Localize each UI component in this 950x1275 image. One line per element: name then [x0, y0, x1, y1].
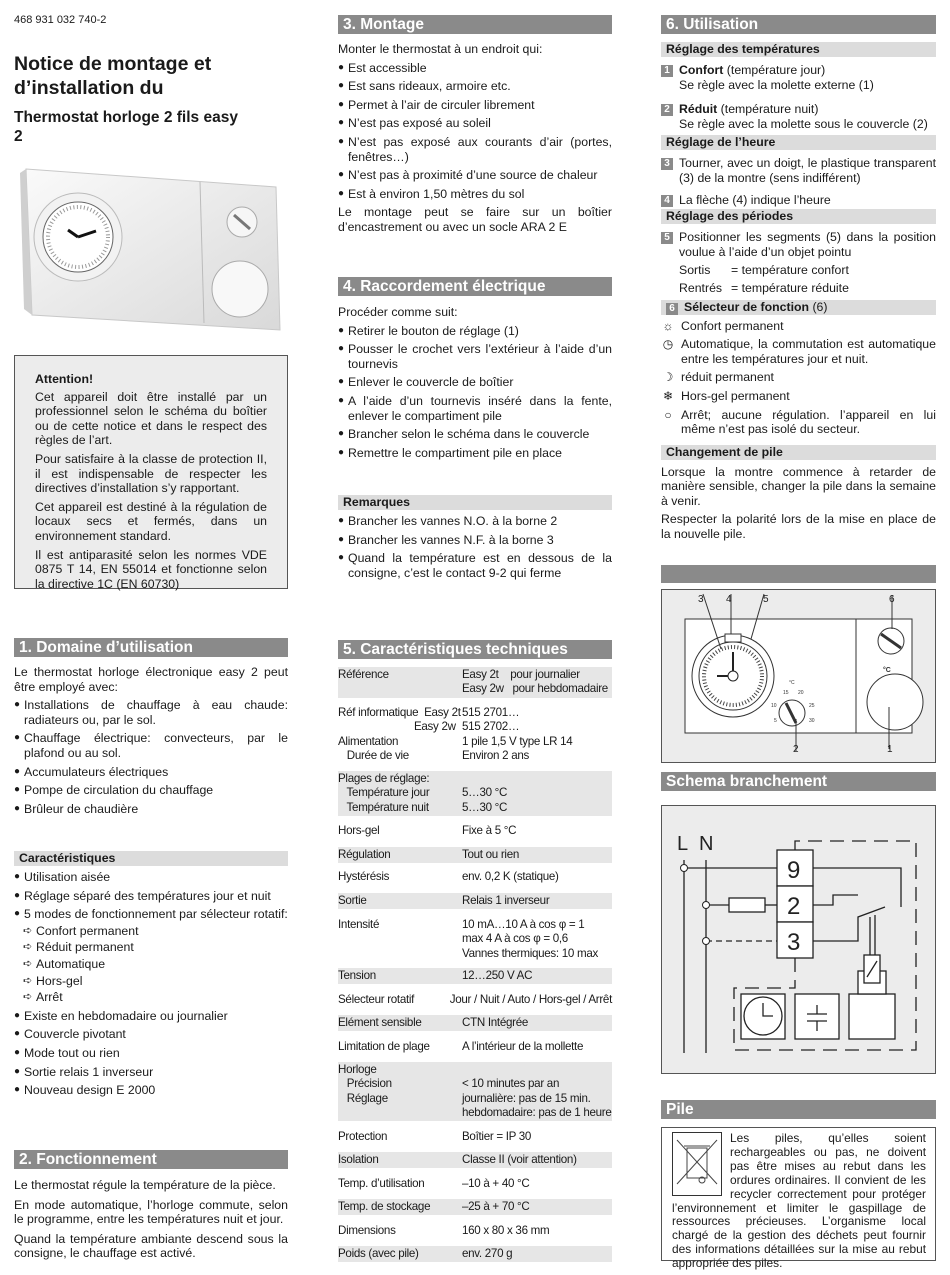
spec-value: 5…30 °C — [462, 800, 508, 814]
spec-value: env. 0,2 K (statique) — [462, 870, 559, 883]
attention-heading: Attention! — [35, 372, 94, 386]
section-heading: Pile — [661, 1100, 936, 1119]
list-item: ● Est accessible — [338, 61, 612, 76]
list-item: ● Installations de chauffage à eau chaude: radiateurs ou, par le sol. — [14, 698, 288, 727]
mode-item — [661, 337, 936, 366]
spec-value: CTN Intégrée — [462, 1016, 528, 1029]
step-number: 4 — [661, 195, 673, 207]
list-item: ➪ Hors-gel — [14, 974, 288, 989]
step-text: Se règle avec la molette externe (1) — [679, 77, 874, 92]
spec-label: Easy 2w — [338, 720, 456, 734]
spec-label: Hystérésis — [338, 870, 390, 883]
spec-label — [338, 682, 462, 696]
rentres-value: = température réduite — [731, 280, 849, 295]
step-3 — [661, 156, 936, 185]
section-heading: 3. Montage — [338, 15, 612, 34]
montage-list — [338, 61, 612, 202]
spec-value: Classe II (voir attention) — [462, 1153, 577, 1166]
section-utilisation — [661, 15, 936, 542]
mode-item — [661, 319, 936, 334]
function-modes-list — [661, 319, 936, 437]
sortis-value: = température confort — [731, 263, 849, 278]
section-heading: 1. Domaine d’utilisation — [14, 638, 288, 657]
callout-label: 5 — [763, 594, 769, 605]
sun-icon: ☼ — [662, 318, 674, 333]
spec-label: Limitation de plage — [338, 1040, 430, 1053]
list-item: ● 5 modes de fonctionnement par sélecteur rotatif: — [14, 907, 288, 922]
list-item: ● Est à environ 1,50 mètres du sol — [338, 187, 612, 202]
spec-value: Relais 1 inverseur — [462, 894, 550, 907]
subsection-heading: Réglage de l’heure — [661, 135, 936, 150]
spec-label: Température nuit — [338, 800, 429, 814]
dial-label: 20 — [798, 690, 804, 696]
spec-label: Température jour — [338, 786, 430, 800]
spec-value: Tout ou rien — [462, 848, 519, 861]
list-item: ● Enlever le couvercle de boîtier — [338, 375, 612, 390]
list-item: ➪ Confort permanent — [14, 924, 288, 939]
callout-label: 4 — [726, 594, 732, 605]
spec-label: Réglage — [338, 1091, 388, 1105]
mode-item — [661, 389, 936, 404]
usage-list — [14, 698, 288, 816]
section-caracteristiques — [14, 851, 288, 1098]
step-label: Réduit — [679, 102, 718, 117]
step-text: Positionner les segments (5) dans la position voulue à l’aide d’un objet pointu — [679, 230, 936, 259]
spec-label: Intensité — [338, 918, 380, 931]
spec-value: 515 2701… — [462, 706, 520, 719]
paragraph: Le thermostat régule la température de la pièce. — [14, 1178, 276, 1192]
spec-label: Plages de réglage: — [338, 772, 430, 785]
mode-item — [661, 370, 936, 385]
section-heading: 5. Caractéristiques techniques — [338, 640, 612, 659]
section-heading: 2. Fonctionnement — [14, 1150, 288, 1169]
dial-unit: °C — [883, 667, 891, 674]
spec-row — [338, 667, 612, 698]
diagram-header-bar — [661, 565, 936, 583]
spec-label: Durée de vie — [338, 748, 409, 762]
mode-text: Automatique, la commutation est automatique entre les températures jour et nuit. — [681, 337, 936, 366]
step-text: Se règle avec la molette sous le couvercle (2) — [679, 116, 928, 131]
spec-row — [338, 1223, 612, 1239]
list-item: ● Pousser le crochet vers l’extérieur à l’aide d’un tournevis — [338, 342, 612, 371]
section-fonctionnement — [14, 1150, 288, 1261]
pile-text: Les piles, qu’elles soient rechargeables ou pas, ne doivent pas être mises au rebut dans les ordures ordinaires. Il convient de les recycler correctement pour protéger l’environnement et limiter le gaspillage de ressources précieuses. L’organisme local chargé de la gestion des déchets peut fournir des informations détaillées sur la mise au rebut appropriée des piles. — [672, 1131, 926, 1271]
paragraph: En mode automatique, l’horloge commute, selon le programme, entre les températures nuit et jour. — [14, 1197, 288, 1227]
list-item: ● Brûleur de chaudière — [14, 802, 288, 817]
spec-label: Elément sensible — [338, 1016, 422, 1029]
spec-label — [338, 1106, 462, 1120]
section-remarques — [338, 495, 612, 580]
terminal-label: 9 — [787, 857, 801, 884]
spec-value: max 4 A à cos φ = 0,6 — [462, 932, 568, 946]
spec-value: Boîtier = IP 30 — [462, 1130, 532, 1143]
step-text: La flèche (4) indique l’heure — [679, 192, 831, 207]
spec-value: Easy 2t pour journalier — [462, 668, 580, 681]
list-item: ● Permet à l’air de circuler librement — [338, 98, 612, 113]
spec-value: 160 x 80 x 36 mm — [462, 1224, 550, 1237]
spec-row — [338, 917, 612, 962]
step-text: (température nuit) — [717, 102, 819, 117]
document-number: 468 931 032 740-2 — [14, 14, 107, 26]
spec-value: 10 mA…10 A à cos φ = 1 — [462, 918, 585, 931]
attention-box — [14, 355, 288, 589]
callout-label: 3 — [698, 594, 704, 605]
spec-value: 515 2702… — [462, 720, 520, 734]
spec-label: Isolation — [338, 1153, 379, 1166]
pile-box — [661, 1127, 936, 1271]
wiring-schema — [661, 805, 936, 1074]
crossed-bin-icon — [672, 1132, 722, 1196]
spec-row — [338, 1176, 612, 1192]
step-number: 5 — [661, 232, 673, 244]
dial-unit: °C — [789, 680, 795, 686]
spec-label: Temp. d’utilisation — [338, 1177, 425, 1190]
spec-row — [338, 1129, 612, 1145]
terminal-label: 2 — [787, 893, 801, 920]
list-item: ● Est sans rideaux, armoire etc. — [338, 79, 612, 94]
features-list — [14, 870, 288, 922]
callout-label: 2 — [793, 744, 799, 755]
list-item: ● Existe en hebdomadaire ou journalier — [14, 1009, 288, 1024]
mode-text: réduit permanent — [681, 370, 774, 385]
spec-label: Sélecteur rotatif — [338, 993, 415, 1006]
section-heading: Schema branchement — [661, 772, 936, 791]
list-item: ● Utilisation aisée — [14, 870, 288, 885]
spec-row — [338, 1199, 612, 1215]
paragraph: Respecter la polarité lors de la mise en place de la nouvelle pile. — [661, 512, 936, 542]
spec-value: journalière: pas de 15 min. — [462, 1091, 591, 1105]
list-item: ● Brancher les vannes N.O. à la borne 2 — [338, 514, 612, 529]
mode-text: Arrêt; aucune régulation. l’appareil en lui même n’est pas isolé du secteur. — [681, 407, 936, 437]
mode-item — [661, 408, 936, 437]
step-1 — [661, 63, 936, 92]
sortis-label: Sortis — [679, 263, 711, 278]
list-item: ● Sortie relais 1 inverseur — [14, 1065, 288, 1080]
spec-label: Poids (avec pile) — [338, 1247, 419, 1260]
spec-row — [338, 893, 612, 909]
spec-row — [338, 1015, 612, 1031]
dial-label: 30 — [809, 718, 815, 724]
neutral-label: N — [699, 833, 714, 855]
spec-label: Dimensions — [338, 1224, 396, 1237]
list-item: ● Retirer le bouton de réglage (1) — [338, 324, 612, 339]
thermostat-diagram — [661, 589, 936, 763]
attention-paragraph: Il est antiparasité selon les normes VDE 0875 T 14, EN 55014 et fonctionne selon la directive 1C (EN 60730) — [35, 547, 267, 591]
spec-row — [338, 1152, 612, 1168]
list-item: ● Mode tout ou rien — [14, 1046, 288, 1061]
section-caracteristiques-techniques — [338, 640, 612, 659]
list-item: ● N’est pas exposé au soleil — [338, 116, 612, 131]
list-item: ● Pompe de circulation du chauffage — [14, 783, 288, 798]
subsection-heading: Réglage des périodes — [661, 209, 936, 224]
list-item: ➪ Réduit permanent — [14, 940, 288, 955]
spec-label: Protection — [338, 1130, 388, 1143]
step-label: Confort — [679, 63, 724, 77]
spec-label — [338, 932, 462, 946]
mode-text: Confort permanent — [681, 318, 784, 333]
spec-value: –10 à + 40 °C — [462, 1177, 530, 1190]
step-number: 1 — [661, 65, 673, 77]
power-off-icon: ○ — [664, 407, 672, 422]
paragraph: Lorsque la montre commence à retarder de manière sensible, changer la pile dans la semaine à venir. — [661, 464, 936, 508]
attention-paragraph: Cet appareil est destiné à la régulation de locaux secs et fermés, dans un environnement standard. — [35, 499, 267, 543]
dial-label: 10 — [771, 703, 777, 709]
features-list-2 — [14, 1009, 288, 1098]
callout-label: 6 — [889, 594, 895, 605]
section-intro: Procéder comme suit: — [338, 305, 458, 319]
snowflake-icon: ❄ — [662, 388, 674, 403]
remarques-list — [338, 514, 612, 580]
spec-label — [338, 947, 462, 961]
spec-row — [338, 1246, 612, 1262]
step-text: (température jour) — [723, 63, 826, 77]
spec-row — [338, 1039, 612, 1055]
section-intro: Monter le thermostat à un endroit qui: — [338, 42, 543, 56]
rentres-label: Rentrés — [679, 280, 723, 295]
spec-value: A l’intérieur de la mollette — [462, 1040, 584, 1053]
product-photo — [18, 165, 288, 337]
list-item: ● N’est pas à proximité d’une source de chaleur — [338, 168, 612, 183]
spec-label: Précision — [338, 1077, 392, 1091]
step-2 — [661, 102, 936, 131]
spec-value: hebdomadaire: pas de 1 heure — [462, 1105, 612, 1119]
spec-value: 5…30 °C — [462, 786, 508, 800]
raccordement-list — [338, 324, 612, 461]
section-raccordement — [338, 277, 612, 460]
spec-value: –25 à + 70 °C — [462, 1200, 530, 1213]
spec-value: 1 pile 1,5 V type LR 14 — [462, 734, 573, 748]
spec-value: 12…250 V AC — [462, 969, 533, 982]
spec-row — [338, 847, 612, 863]
spec-row — [338, 705, 612, 764]
modes-list — [14, 924, 288, 1005]
section-montage — [338, 15, 612, 235]
dial-label: 15 — [783, 690, 789, 696]
spec-label: Régulation — [338, 848, 391, 861]
step-text: Tourner, avec un doigt, le plastique transparent (3) de la montre (sens indifférent) — [679, 156, 936, 185]
subsection-selecteur — [661, 300, 936, 315]
list-item: ● Brancher les vannes N.F. à la borne 3 — [338, 533, 612, 548]
section-intro: Le thermostat horloge électronique easy 2 peut être employé avec: — [14, 665, 288, 694]
list-item: ● Brancher selon le schéma dans le couvercle — [338, 427, 612, 442]
document-title: Notice de montage et d’installation du — [14, 53, 212, 99]
list-item: ➪ Arrêt — [14, 990, 288, 1005]
step-number: 6 — [666, 303, 678, 315]
spec-value: Fixe à 5 °C — [462, 824, 517, 837]
step-number: 2 — [661, 104, 673, 116]
moon-icon: ☽ — [662, 370, 674, 385]
spec-value: < 10 minutes par an — [462, 1077, 560, 1091]
step-5 — [661, 230, 936, 295]
spec-value: Environ 2 ans — [462, 748, 529, 762]
subsection-heading: Changement de pile — [661, 445, 936, 460]
spec-row — [338, 968, 612, 984]
spec-label: Tension — [338, 969, 376, 982]
spec-label: Horloge — [338, 1063, 377, 1076]
list-item: ● Chauffage électrique: convecteurs, par le plafond ou au sol. — [14, 731, 288, 760]
list-item: ● A l’aide d’un tournevis inséré dans la fente, enlever le compartiment pile — [338, 394, 612, 423]
section-heading: 6. Utilisation — [661, 15, 936, 34]
list-item: ● Nouveau design E 2000 — [14, 1083, 288, 1098]
paragraph: Quand la température ambiante descend sous la consigne, le chauffage est activé. — [14, 1231, 288, 1261]
list-item: ● Quand la température est en dessous de la consigne, c’est le contact 9-2 qui ferme — [338, 551, 612, 580]
section-domaine — [14, 638, 288, 816]
spec-value: Vannes thermiques: 10 max — [462, 946, 598, 960]
spec-value: Jour / Nuit / Auto / Hors-gel / Arrêt — [449, 993, 612, 1006]
attention-paragraph: Cet appareil doit être installé par un professionnel selon le schéma du boîtier ou de cette notice et dans le respect des règles de l’art. — [35, 389, 267, 448]
dial-label: 25 — [809, 703, 815, 709]
terminal-label: 3 — [787, 929, 801, 956]
list-item: ● Réglage séparé des températures jour et nuit — [14, 889, 288, 904]
spec-label: Alimentation — [338, 734, 399, 748]
spec-value: env. 270 g — [462, 1247, 513, 1260]
document-subtitle: Thermostat horloge 2 fils easy 2 — [14, 109, 238, 145]
section-heading: 4. Raccordement électrique — [338, 277, 612, 296]
dial-label: 5 — [774, 718, 777, 724]
list-item: ● N’est pas exposé aux courants d’air (portes, fenêtres…) — [338, 135, 612, 164]
subsection-heading: Sélecteur de fonction — [684, 299, 810, 314]
step-number: 3 — [661, 158, 673, 170]
subsection-heading: Réglage des températures — [661, 42, 936, 57]
spec-row — [338, 1062, 612, 1121]
spec-label: Référence — [338, 668, 389, 681]
list-item: ➪ Automatique — [14, 957, 288, 972]
spec-label: Sortie — [338, 894, 367, 907]
clock-icon: ◷ — [662, 337, 674, 352]
list-item: ● Remettre le compartiment pile en place — [338, 446, 612, 461]
subsection-heading: Caractéristiques — [14, 851, 288, 866]
spec-row — [338, 992, 612, 1008]
paragraph: Le montage peut se faire sur un boîtier d’encastrement ou avec un socle ARA 2 E — [338, 205, 612, 234]
callout-label: 1 — [887, 744, 893, 755]
step-4 — [661, 193, 936, 208]
line-label: L — [677, 833, 689, 855]
spec-row — [338, 823, 612, 839]
spec-value: Easy 2w pour hebdomadaire — [462, 682, 608, 696]
subsection-heading: Remarques — [338, 495, 612, 510]
list-item: ● Couvercle pivotant — [14, 1027, 288, 1042]
spec-label: Hors-gel — [338, 824, 380, 837]
attention-paragraph: Pour satisfaire à la classe de protection II, il est indispensable de respecter les directives d’installation s’y rapportant. — [35, 451, 267, 496]
spec-label: Temp. de stockage — [338, 1200, 431, 1213]
spec-row — [338, 869, 612, 885]
spec-label: Réf informatique Easy 2t — [338, 706, 461, 719]
list-item: ● Accumulateurs électriques — [14, 765, 288, 780]
spec-row — [338, 771, 612, 816]
subsection-ref: (6) — [809, 299, 828, 314]
mode-text: Hors-gel permanent — [681, 388, 790, 403]
